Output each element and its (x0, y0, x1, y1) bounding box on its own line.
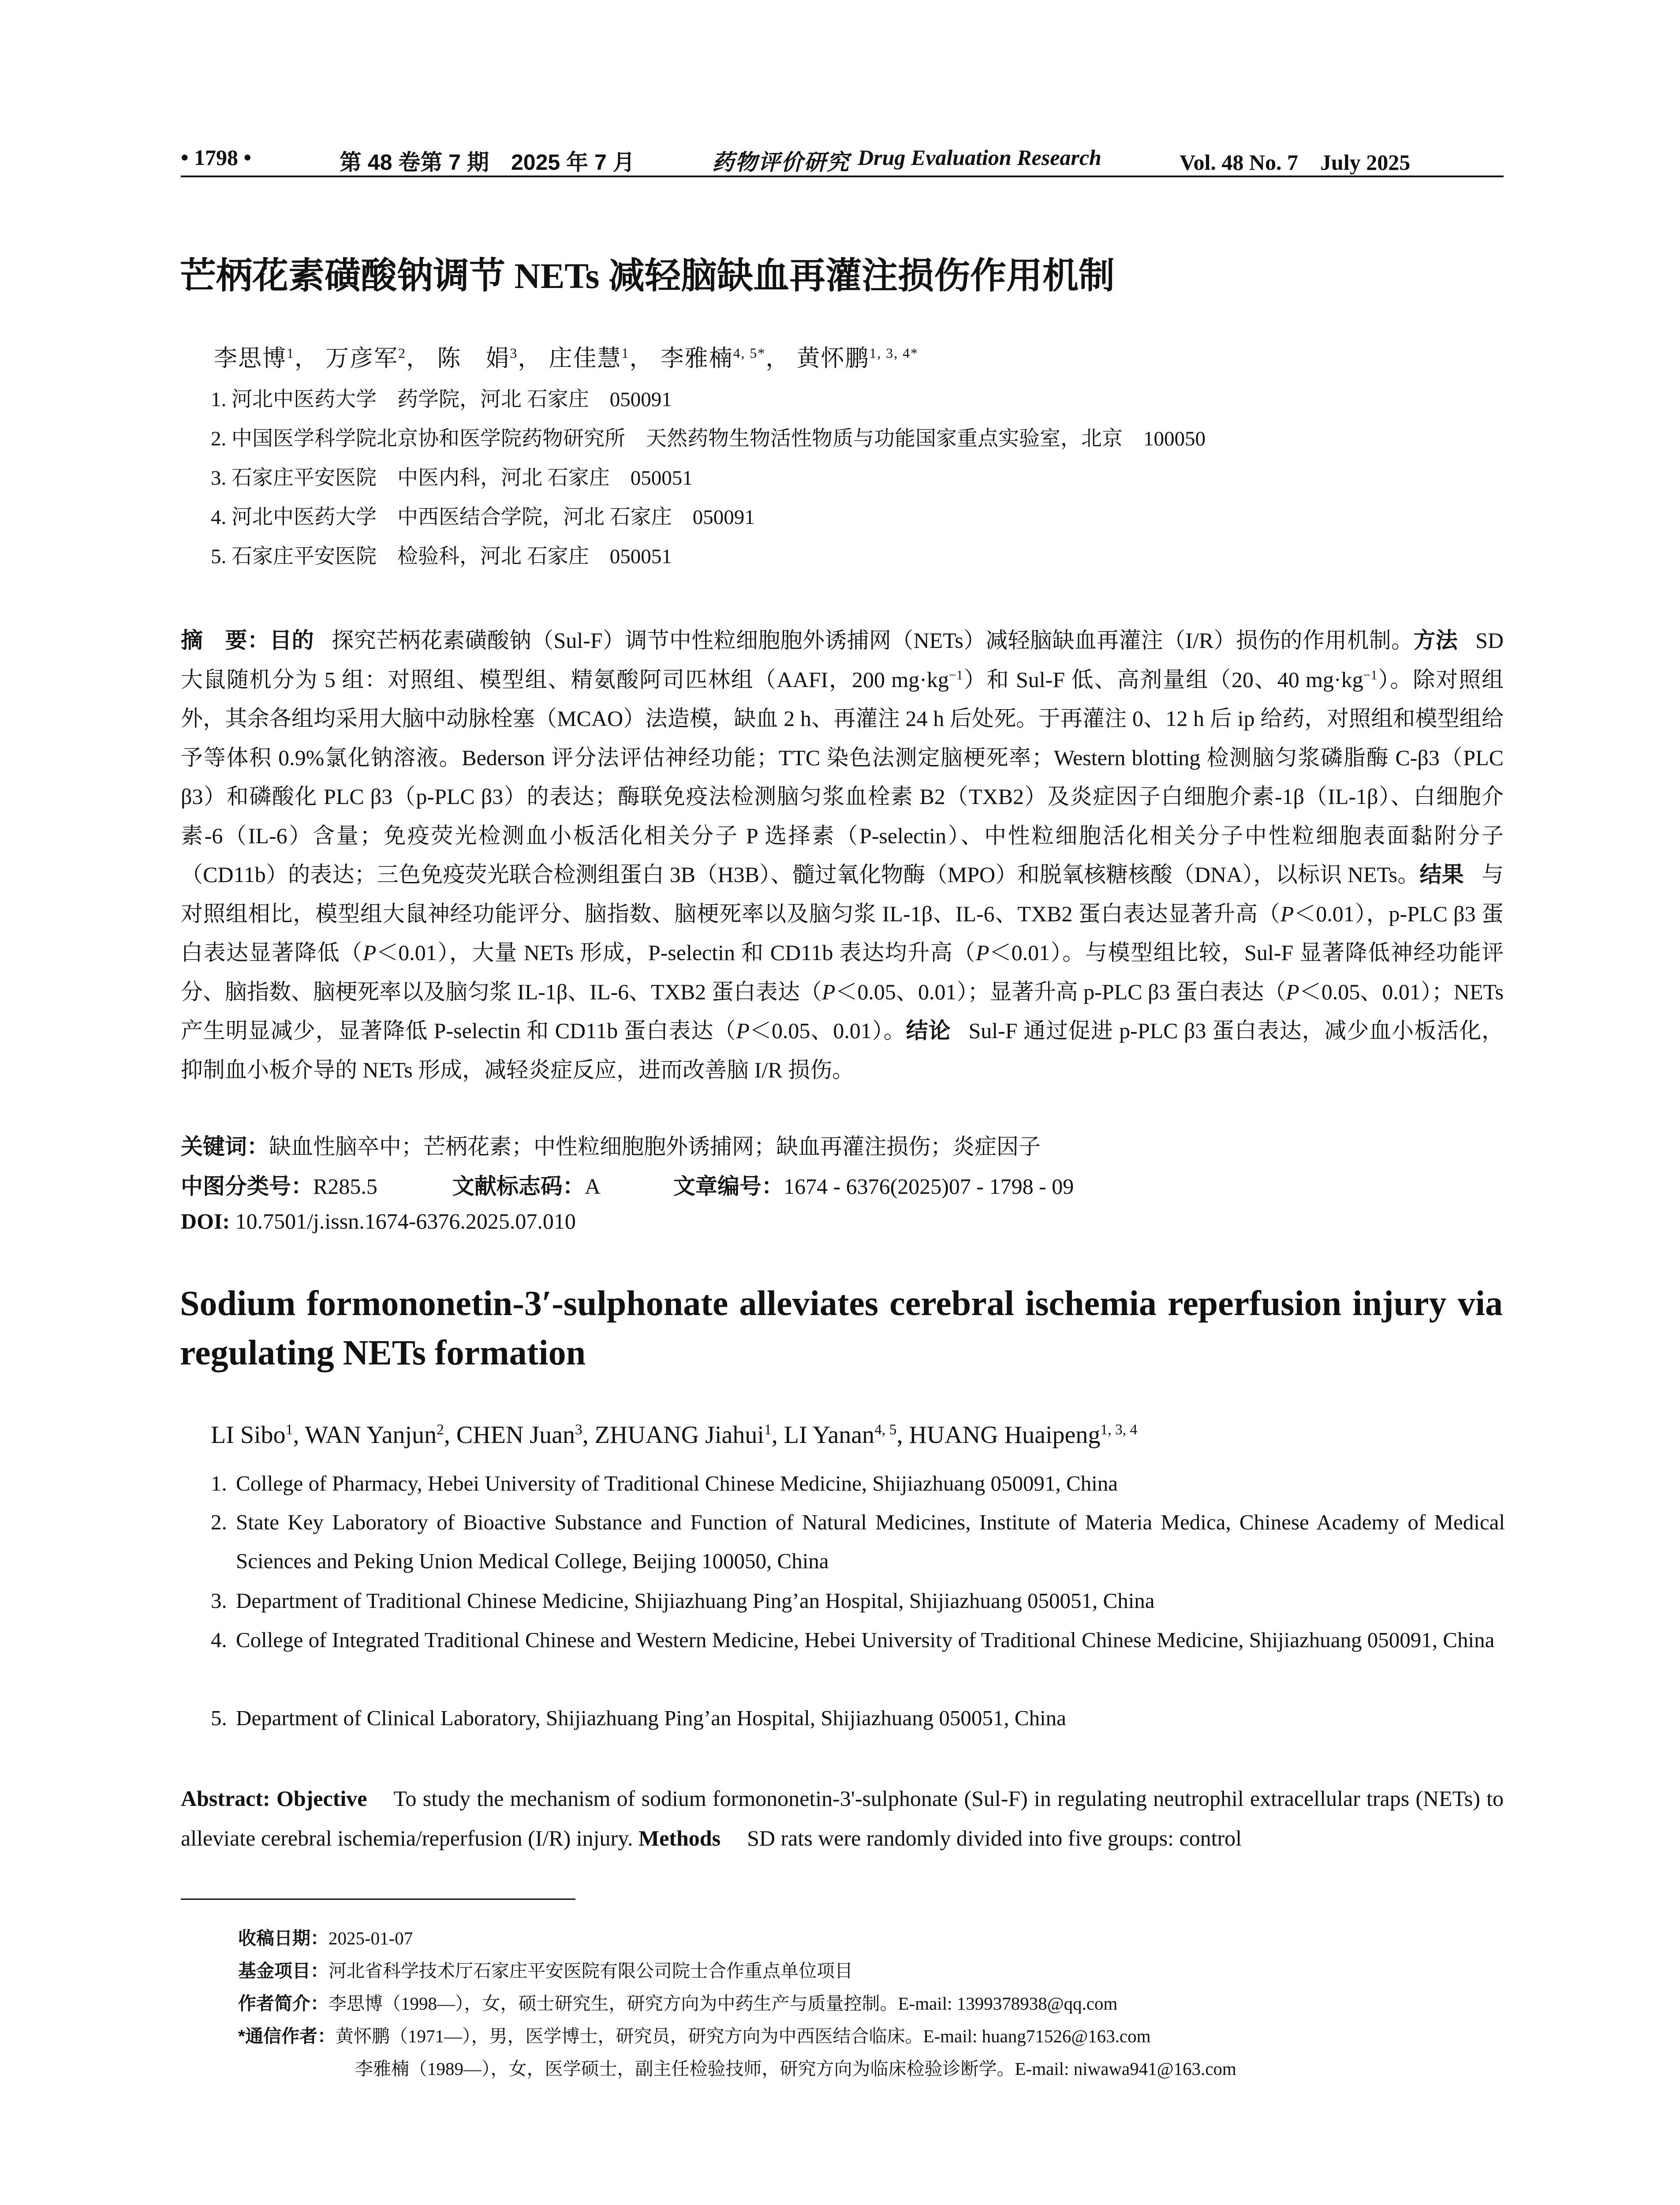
affiliation-text: Department of Traditional Chinese Medicine, Shijiazhuang Ping’an Hospital, Shijiazhuang 050051, China (236, 1588, 1155, 1613)
affiliation-en-1 (211, 1464, 1505, 1503)
p-symbol: P (1280, 901, 1294, 926)
journal-logo-cn: 药物评价研究 (712, 149, 850, 175)
journal-name-en: Drug Evaluation Research (858, 145, 1101, 170)
page-number: • 1798 • (181, 145, 252, 170)
affiliation-text: Department of Clinical Laboratory, Shijiazhuang Ping’an Hospital, Shijiazhuang 050051, China (236, 1706, 1066, 1730)
header-rule (181, 176, 1504, 177)
abstract-en-label: Abstract: Objective (181, 1786, 367, 1811)
footnote-text: 李雅楠（1989—），女，医学硕士，副主任检验技师，研究方向为临床检验诊断学。E-mail: niwawa941@163.com (355, 2059, 1236, 2079)
affiliation-cn-3: 3. 石家庄平安医院 中医内科，河北 石家庄 050051 (211, 467, 693, 490)
doi-label: DOI: (181, 1209, 230, 1233)
objective-text: 探究芒柄花素磺酸钠（Sul-F）调节中性粒细胞胞外诱捕网（NETs）减轻脑缺血再灌注（I/R）损伤的作用机制。 (331, 628, 1414, 653)
classification-line (181, 1169, 1074, 1200)
results-text: ＜0.01），p-PLC β3 蛋白表达显著降低（ (181, 901, 1504, 965)
methods-label: 方法 (1413, 628, 1458, 653)
title-cn: 芒柄花素磺酸钠调节 NETs 减轻脑缺血再灌注损伤作用机制 (180, 256, 1115, 296)
results-text: ＜0.01）。与模型组比较，Sul-F 显著降低神经功能评分、脑指数、脑梗死率以及脑匀浆 IL-1β、IL-6、TXB2 蛋白表达（ (181, 940, 1504, 1004)
p-symbol: P (362, 940, 377, 965)
affiliation-number: 4. (211, 1628, 227, 1652)
running-header (181, 137, 1504, 175)
issue-en: Vol. 48 No. 7 July 2025 (1180, 150, 1411, 175)
author-cn: 黄怀鹏 (796, 346, 870, 371)
author-cn: 李思博 (214, 346, 287, 371)
footnote-text: 李思博（1998—），女，硕士研究生，研究方向为中药生产与质量控制。E-mail: 1399378938@qq.com (329, 1993, 1118, 2014)
unit-sup: −1 (1363, 667, 1378, 682)
author-aff: 4, 5 (874, 1421, 897, 1438)
author-en: LI Yanan (784, 1421, 875, 1449)
footnote-corresponding-2 (355, 2054, 1236, 2080)
author-cn: 李雅楠 (660, 346, 733, 371)
results-text: 与对照组相比，模型组大鼠神经功能评分、脑指数、脑梗死率以及脑匀浆 IL-1β、IL-6、TXB2 蛋白表达显著升高（ (181, 862, 1504, 926)
author-aff: 2 (398, 345, 407, 361)
affiliation-number: 5. (211, 1706, 227, 1730)
abstract-en-objective: To study the mechanism of sodium formononetin-3'-sulphonate (Sul-F) in regulating neutrophil extracellular traps (NETs) to alleviate cerebral ischemia/reperfusion (I/R) injury. (181, 1786, 1504, 1850)
p-symbol: P (976, 940, 989, 965)
author-aff: 1 (764, 1421, 772, 1438)
doc-code-label: 文献标志码： (452, 1174, 585, 1199)
affiliation-en-3 (211, 1581, 1505, 1620)
affiliation-cn-1: 1. 河北中医药大学 药学院，河北 石家庄 050091 (211, 388, 672, 411)
abstract-cn (181, 621, 1504, 1089)
author-aff: 1 (285, 1421, 293, 1438)
affiliation-number: 2. (211, 1510, 227, 1534)
author-en: LI Sibo (211, 1421, 286, 1449)
doi-link[interactable]: 10.7501/j.issn.1674-6376.2025.07.010 (235, 1209, 576, 1233)
conclusion-label: 结论 (906, 1018, 951, 1043)
results-text: ＜0.01），大量 NETs 形成，P-selectin 和 CD11b 表达均升高（ (376, 940, 976, 965)
author-en: WAN Yanjun (305, 1421, 437, 1449)
methods-text: ）和 Sul-F 低、高剂量组（20、40 mg·kg (963, 667, 1363, 692)
affiliation-en-2 (211, 1503, 1505, 1581)
doi-line (181, 1208, 576, 1234)
footnote-received (238, 1924, 413, 1950)
abstract-en-methods: SD rats were randomly divided into five groups: control (747, 1826, 1242, 1850)
methods-text: SD 大鼠随机分为 5 组：对照组、模型组、精氨酸阿司匹林组（AAFI，200 mg·kg (181, 628, 1504, 692)
affiliation-number: 1. (211, 1471, 227, 1495)
author-aff: 2 (437, 1421, 444, 1438)
results-text: ＜0.05、0.01）。 (749, 1018, 906, 1043)
clc-label: 中图分类号： (181, 1174, 313, 1199)
p-symbol: P (821, 979, 836, 1004)
footnote-text: 2025-01-07 (329, 1928, 413, 1948)
footnote-text: 河北省科学技术厅石家庄平安医院有限公司院士合作重点单位项目 (329, 1961, 853, 1981)
author-aff: 3 (575, 1421, 582, 1438)
author-cn: 陈 娟 (437, 346, 510, 371)
authors-en: LI Sibo$^1$, WAN Yanjun$^2$, CHEN Juan$^3$, ZHUANG Jiahui$^1$, LI Yanan$^{4, 5}$, HUANG Huaipeng$^{1, 3, 4}$ (211, 1421, 1138, 1449)
objective-label: 目的 (269, 628, 314, 653)
p-symbol: P (736, 1018, 750, 1043)
author-aff: 1 (621, 345, 630, 361)
footnote-author-bio (238, 1989, 1117, 2015)
footnote-text: 黄怀鹏（1971—），男，医学博士，研究员，研究方向为中西医结合临床。E-mail: huang71526@163.com (335, 2026, 1151, 2046)
footnote-label: 收稿日期： (238, 1928, 329, 1948)
author-aff: 1, 3, 4* (869, 345, 918, 361)
affiliation-cn-4: 4. 河北中医药大学 中西医结合学院，河北 石家庄 050091 (211, 506, 755, 529)
author-aff: 1, 3, 4 (1100, 1421, 1138, 1438)
author-en: HUANG Huaipeng (909, 1421, 1101, 1449)
author-aff: 1 (287, 345, 295, 361)
article-id-label: 文章编号： (673, 1174, 784, 1199)
methods-text: ）。除对照组外，其余各组均采用大脑中动脉栓塞（MCAO）法造模，缺血 2 h、再灌注 24 h 后处死。于再灌注 0、12 h 后 ip 给药，对照组和模型组给予等体积 0.9%氯化钠溶液。Bederson 评分法评估神经功能；TTC 染色法测定脑梗死率；Western blotting 检测脑匀浆磷脂酶 C-β3（PLC β3）和磷酸化 PLC β3（p-PLC β3）的表达；酶联免疫法检测脑匀浆血栓素 B2（TXB2）及炎症因子白细胞介素-1β（IL-1β）、白细胞介素-6（IL-6）含量；免疫荧光检测血小板活化相关分子 P 选择素（P-selectin）、中性粒细胞活化相关分子中性粒细胞表面黏附分子（CD11b）的表达；三色免疫荧光联合检测组蛋白 3B（H3B）、髓过氧化物酶（MPO）和脱氧核糖核酸（DNA），以标识 NETs。 (181, 667, 1504, 887)
footnote-label: 作者简介： (238, 1993, 329, 2014)
authors-cn: 李思博$^1$， 万彦军$^2$， 陈 娟$^3$， 庄佳慧$^1$， 李雅楠$^{4, 5*}$， 黄怀鹏$^{1, 3, 4*}$ (214, 345, 918, 371)
unit-sup: −1 (948, 667, 963, 682)
affiliation-text: College of Pharmacy, Hebei University of Traditional Chinese Medicine, Shijiazhuang 050091, China (236, 1471, 1118, 1495)
abstract-en (181, 1779, 1504, 1858)
keywords-cn (181, 1129, 1041, 1161)
article-id-value: 1674 - 6376(2025)07 - 1798 - 09 (783, 1174, 1074, 1199)
affiliation-cn-5: 5. 石家庄平安医院 检验科，河北 石家庄 050051 (211, 545, 672, 568)
footnote-rule (181, 1899, 575, 1900)
clc-value: R285.5 (313, 1174, 377, 1199)
author-cn: 庄佳慧 (549, 346, 622, 371)
title-en: Sodium formononetin-3′-sulphonate alleviates cerebral ischemia reperfusion injury via regulating NETs formation (180, 1284, 1503, 1372)
footnote-label: *通信作者： (238, 2026, 336, 2046)
abstract-en-methods-label: Methods (638, 1826, 721, 1850)
author-en: ZHUANG Jiahui (594, 1421, 764, 1449)
keywords-text: 缺血性脑卒中；芒柄花素；中性粒细胞胞外诱捕网；缺血再灌注损伤；炎症因子 (269, 1134, 1041, 1159)
affiliation-en-4 (211, 1621, 1505, 1659)
p-symbol: P (1286, 979, 1299, 1004)
abstract-label: 摘 要： (181, 628, 270, 653)
author-en: CHEN Juan (456, 1421, 575, 1449)
footnote-label: 基金项目： (238, 1961, 329, 1981)
results-text: ＜0.05、0.01）；显著升高 p-PLC β3 蛋白表达（ (835, 979, 1286, 1004)
doc-code-value: A (584, 1174, 601, 1199)
affiliation-en-5 (211, 1699, 1505, 1738)
issue-cn: 第 48 卷第 7 期 2025 年 7 月 (340, 150, 635, 175)
footnote-corresponding (238, 2022, 1150, 2048)
conclusion-text: Sul-F 通过促进 p-PLC β3 蛋白表达，减少血小板活化，抑制血小板介导的 NETs 形成，减轻炎症反应，进而改善脑 I/R 损伤。 (181, 1018, 1504, 1082)
affiliation-number: 3. (211, 1588, 227, 1613)
author-aff: 4, 5* (733, 345, 766, 361)
results-label: 结果 (1419, 862, 1464, 887)
affiliation-cn-2: 2. 中国医学科学院北京协和医学院药物研究所 天然药物生物活性物质与功能国家重点实验室，北京 100050 (211, 427, 1206, 450)
affiliation-text: State Key Laboratory of Bioactive Substance and Function of Natural Medicines, Institute of Materia Medica, Chinese Academy of Medical Sciences and Peking Union Medical College, Beijing 100050, China (236, 1510, 1505, 1573)
author-aff: 3 (510, 345, 518, 361)
affiliation-text: College of Integrated Traditional Chinese and Western Medicine, Hebei University of Traditional Chinese Medicine, Shijiazhuang 050091, China (236, 1628, 1495, 1652)
results-text: ＜0.05、0.01）；NETs 产生明显减少，显著降低 P-selectin 和 CD11b 蛋白表达（ (181, 979, 1504, 1043)
author-cn: 万彦军 (325, 346, 399, 371)
keywords-label: 关键词： (181, 1134, 269, 1159)
footnote-funding (238, 1956, 853, 1982)
